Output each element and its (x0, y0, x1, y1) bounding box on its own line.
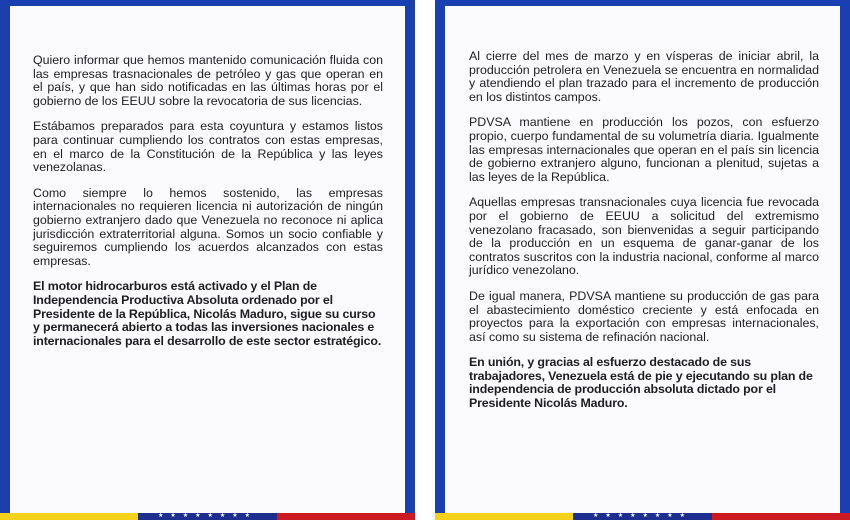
right-paragraph-4: De igual manera, PDVSA mantiene su producción de gas para el abastecimiento doméstico creciente y está enfocada en proyectos para la exportación con empresas internacionales, así como su sistema de refinación nacional. (469, 288, 819, 344)
left-paragraph-1: Quiero informar que hemos mantenido comunicación fluida con las empresas trasnacionales de petróleo y gas que operan en el país, y que han sido notificadas en las últimas horas por el gobierno de los EEUU sobre la revocatoria de sus licencias. (33, 53, 383, 108)
flag-red-band (277, 513, 415, 520)
right-paragraph-5-bold: En unión, y gracias al esfuerzo destacado de sus trabajadores, Venezuela está de pie y ejecutando su plan de independencia de producción absoluta dictado por el Presidente Nicolás Maduro. (469, 355, 813, 411)
right-paragraph-1: Al cierre del mes de marzo y en vísperas de iniciar abril, la producción petrolera en Venezuela se encuentra en normalidad y atendiendo el plan trazado para el incremento de producción en los distintos campos. (469, 49, 819, 104)
right-paragraph-2: PDVSA mantiene en producción los pozos, con esfuerzo propio, cuerpo fundamental de su volumetría diaria. Igualmente las empresas internacionales que operan en el país sin licencia de gobierno extranjero alguno, funcionan a plenitud, sujetas a las leyes de la República. (469, 115, 819, 184)
right-page (435, 0, 850, 520)
left-paragraph-4-bold: El motor hidrocarburos está activado y el Plan de Independencia Productiva Absoluta ordenado por el Presidente de la República, Nicolás Maduro, sigue su curso y permanecerá abierto a todas las inversiones nacionales e internacionales para el desarrollo de este sector estratégico. (33, 279, 382, 348)
right-paragraph-3: Aquellas empresas transnacionales cuya licencia fue revocada por el gobierno de EEUU a solicitud del extremismo venezolano fracasado, son bienvenidas a seguir participando de la producción en un esquema de ganar-ganar de los contratos suscritos con la industria nacional, conforme al marco jurídico venezolano. (469, 195, 819, 278)
flag-blue-band-stars: ★★★★★★★★ (138, 513, 276, 520)
right-flag-stripe (435, 513, 850, 520)
left-text-block (33, 54, 383, 360)
flag-yellow-band (0, 513, 138, 520)
flag-red-band (712, 513, 850, 520)
left-paragraph-2: Estábamos preparados para esta coyuntura y estamos listos para continuar cumpliendo los contratos con estas empresas, en el marco de la Constitución de la República y las leyes venezolanas. (33, 119, 383, 175)
flag-blue-band-stars: ★★★★★★★★ (573, 513, 711, 520)
left-page (0, 0, 415, 520)
left-flag-stripe (0, 513, 415, 520)
right-text-block (469, 50, 819, 423)
flag-yellow-band (435, 513, 573, 520)
right-sheet (445, 6, 840, 513)
left-paragraph-3: Como siempre lo hemos sostenido, las empresas internacionales no requieren licencia ni autorización de ningún gobierno extranjero dado que Venezuela no reconoce ni aplica jurisdicción extraterritorial alguna. Somos un socio confiable y seguiremos cumpliendo los acuerdos alcanzados con estas empresas. (33, 185, 383, 268)
left-sheet (10, 6, 405, 513)
